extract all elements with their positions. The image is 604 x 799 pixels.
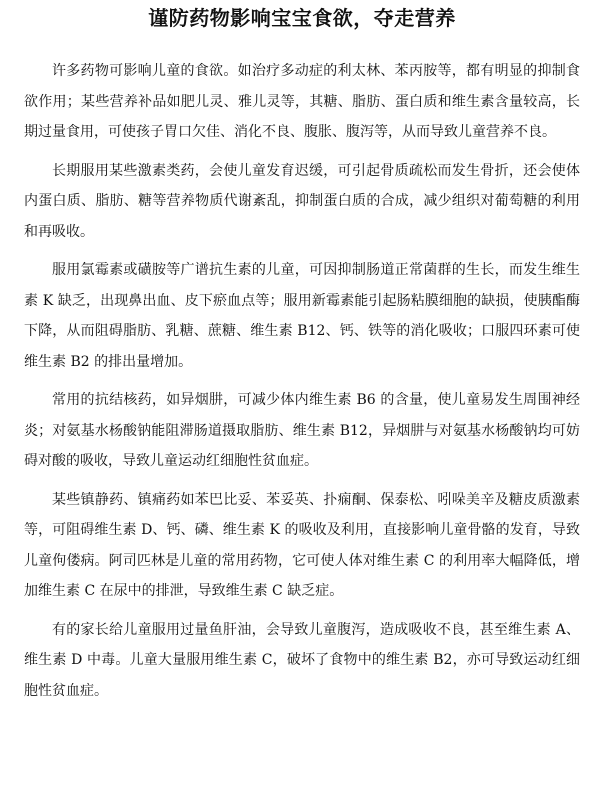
- paragraph-5: 某些镇静药、镇痛药如苯巴比妥、苯妥英、扑痫酮、保泰松、吲哚美辛及糖皮质激素等，可阻碍维生素 D、钙、磷、维生素 K 的吸收及利用，直接影响儿童骨骼的发育，导致儿童佝偻病。阿司匹林是儿童的常用药物，它可使人体对维生素 C 的利用率大幅降低，增加维生素 C 在尿中的排泄，导致维生素 C 缺乏症。: [24, 491, 580, 599]
- paragraph-2: 长期服用某些激素类药，会使儿童发育迟缓，可引起骨质疏松而发生骨折，还会使体内蛋白质、脂肪、糖等营养物质代谢紊乱，抑制蛋白质的合成，减少组织对葡萄糖的利用和再吸收。: [24, 162, 580, 240]
- paragraph-1: 许多药物可影响儿童的食欲。如治疗多动症的利太林、苯丙胺等，都有明显的抑制食欲作用；某些营养补品如肥儿灵、雅儿灵等，其糖、脂肪、蛋白质和维生素含量较高，长期过量食用，可使孩子胃口欠佳、消化不良、腹胀、腹泻等，从而导致儿童营养不良。: [24, 63, 580, 140]
- paragraph-4: 常用的抗结核药，如异烟肼，可减少体内维生素 B6 的含量，使儿童易发生周围神经炎；对氨基水杨酸钠能阻滞肠道摄取脂肪、维生素 B12，异烟肼与对氨基水杨酸钠均可妨碍对酸的吸收，导致儿童运动红细胞性贫血症。: [24, 392, 580, 469]
- paragraph-3: 服用氯霉素或磺胺等广谱抗生素的儿童，可因抑制肠道正常菌群的生长，而发生维生素 K 缺乏，出现鼻出血、皮下瘀血点等；服用新霉素能引起肠粘膜细胞的缺损，使胰酯酶下降，从而阻碍脂肪、乳糖、蔗糖、维生素 B12、钙、铁等的消化吸收；口服四环素可使维生素 B2 的排出量增加。: [24, 262, 580, 370]
- article-title: 谨防药物影响宝宝食欲，夺走营养: [148, 6, 456, 30]
- paragraph-6: 有的家长给儿童服用过量鱼肝油，会导致儿童腹泻，造成吸收不良，甚至维生素 A、维生素 D 中毒。儿童大量服用维生素 C，破坏了食物中的维生素 B2，亦可导致运动红细胞性贫血症。: [24, 621, 580, 699]
